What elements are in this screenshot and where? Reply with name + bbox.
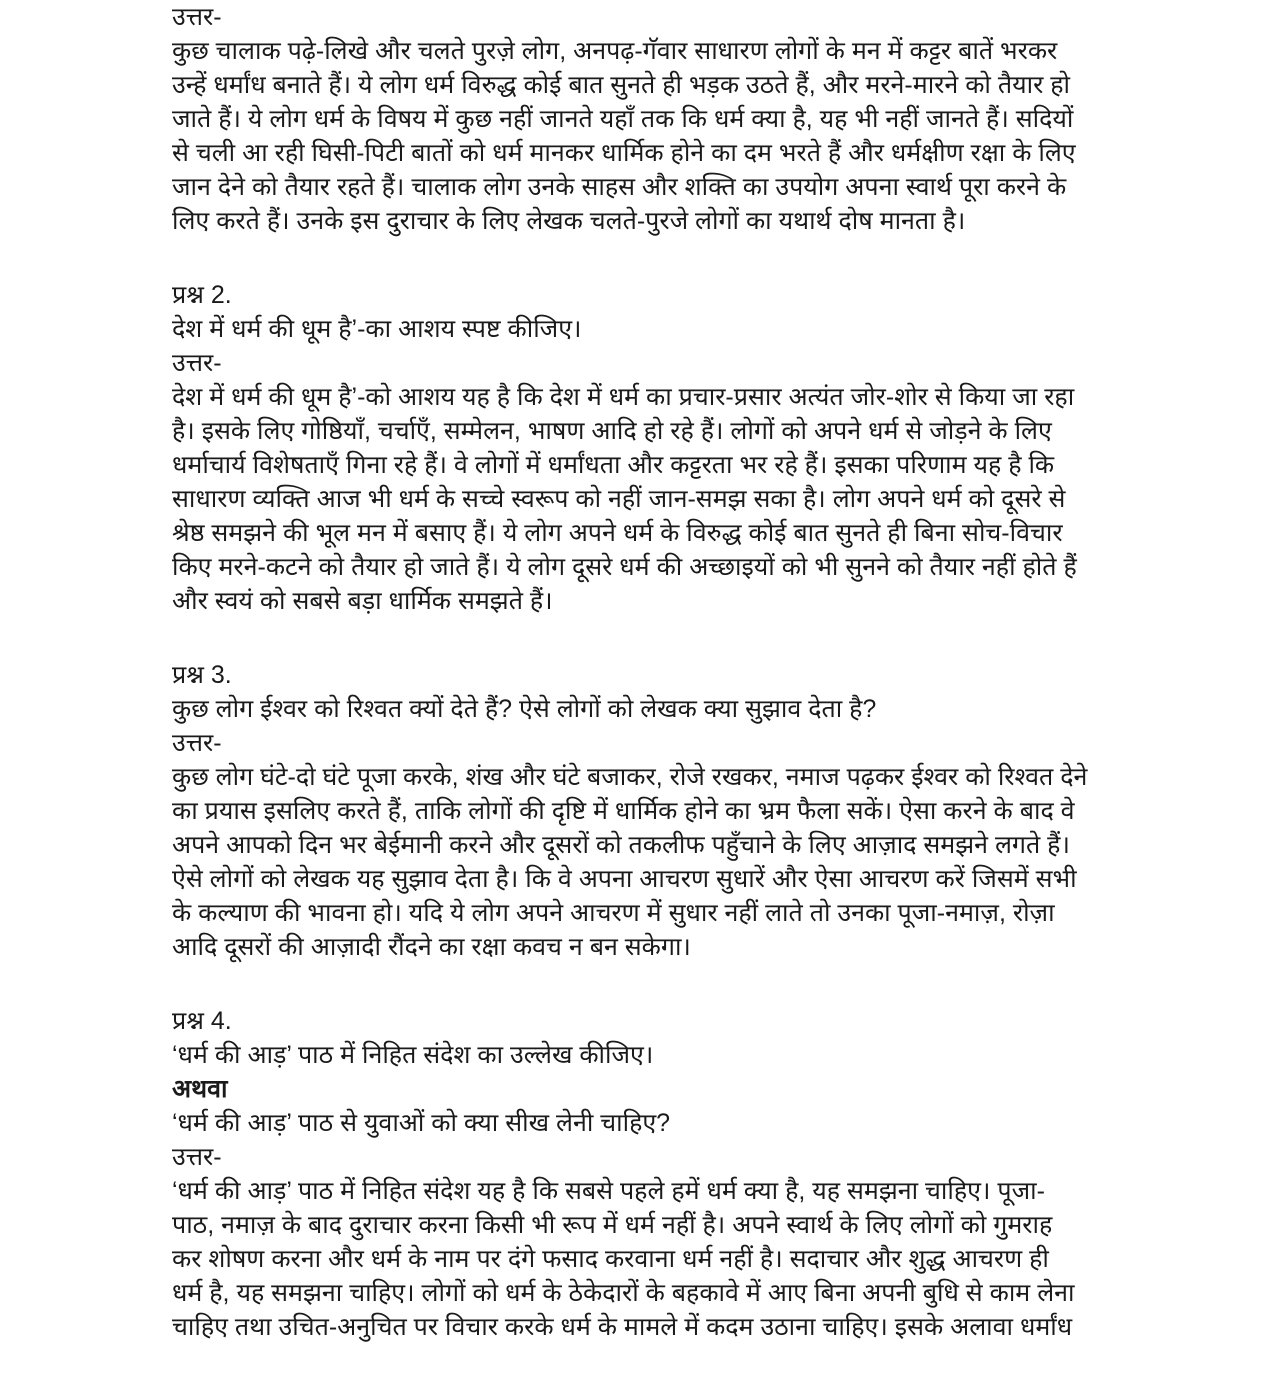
answer-text xyxy=(172,380,1172,618)
answer-1-section xyxy=(172,0,1172,238)
text-line: जान देने को तैयार रहते हैं। चालाक लोग उनके साहस और शक्ति का उपयोग अपना स्वार्थ पूरा करने के xyxy=(172,173,1067,201)
or-label: अथवा xyxy=(172,1075,228,1103)
answer-text xyxy=(172,34,1172,238)
text-line: है। इसके लिए गोष्ठियाँ, चर्चाएँ, सम्मेलन, भाषण आदि हो रहे हैं। लोगों को अपने धर्म से जोड़ने के लिए xyxy=(172,417,1052,445)
text-line: ‘धर्म की आड़’ पाठ में निहित संदेश यह है कि सबसे पहले हमें धर्म क्या है, यह समझना चाहिए। पूजा- xyxy=(172,1177,1045,1205)
alternate-question-text: ‘धर्म की आड़’ पाठ से युवाओं को क्या सीख लेनी चाहिए? xyxy=(172,1109,671,1137)
text-line: साधारण व्यक्ति आज भी धर्म के सच्चे स्वरूप को नहीं जान-समझ सका है। लोग अपने धर्म को दूसरे से xyxy=(172,485,1066,513)
question-4-section xyxy=(172,1004,1172,1344)
text-line: चाहिए तथा उचित-अनुचित पर विचार करके धर्म के मामले में कदम उठाना चाहिए। इसके अलावा धर्मांध xyxy=(172,1313,1073,1341)
answer-text xyxy=(172,760,1172,964)
text-line: कुछ चालाक पढ़े-लिखे और चलते पुरज़े लोग, अनपढ़-गॅवार साधारण लोगों के मन में कट्टर बातें भरकर xyxy=(172,37,1058,65)
document-page xyxy=(172,0,1172,1344)
text-line: लिए करते हैं। उनके इस दुराचार के लिए लेखक चलते-पुरजे लोगों का यथार्थ दोष मानता है। xyxy=(172,207,966,235)
text-line: का प्रयास इसलिए करते हैं, ताकि लोगों की दृष्टि में धार्मिक होने का भ्रम फैला सकें। ऐसा करने के बाद वे xyxy=(172,797,1075,825)
question-number: प्रश्न 2. xyxy=(172,281,232,309)
text-line: धर्माचार्य विशेषताएँ गिना रहे हैं। वे लोगों में धर्मांधता और कट्टरता भर रहे हैं। इसका परिणाम यह है कि xyxy=(172,451,1055,479)
text-line: धर्म है, यह समझना चाहिए। लोगों को धर्म के ठेकेदारों के बहकावे में आए बिना अपनी बुधि से काम लेना xyxy=(172,1279,1075,1307)
text-line: देश में धर्म की धूम है’-को आशय यह है कि देश में धर्म का प्रचार-प्रसार अत्यंत जोर-शोर से किया जा रहा xyxy=(172,383,1075,411)
text-line: उन्हें धर्मांध बनाते हैं। ये लोग धर्म विरुद्ध कोई बात सुनते ही भड़क उठते हैं, और मरने-मारने को तैयार हो xyxy=(172,71,1070,99)
text-line: ऐसे लोगों को लेखक यह सुझाव देता है। कि वे अपना आचरण सुधारें और ऐसा आचरण करें जिसमें सभी xyxy=(172,865,1077,893)
text-line: से चली आ रही घिसी-पिटी बातों को धर्म मानकर धार्मिक होने का दम भरते हैं और धर्मक्षीण रक्षा के लिए xyxy=(172,139,1076,167)
question-3-section xyxy=(172,658,1172,964)
answer-label: उत्तर- xyxy=(172,1143,222,1171)
question-text: ‘धर्म की आड़’ पाठ में निहित संदेश का उल्लेख कीजिए। xyxy=(172,1041,654,1069)
answer-label: उत्तर- xyxy=(172,729,222,757)
text-line: जाते हैं। ये लोग धर्म के विषय में कुछ नहीं जानते यहाँ तक कि धर्म क्या है, यह भी नहीं जानते हैं। सदियों xyxy=(172,105,1074,133)
text-line: अपने आपको दिन भर बेईमानी करने और दूसरों को तकलीफ पहुँचाने के लिए आज़ाद समझने लगते हैं। xyxy=(172,831,1070,859)
answer-label: उत्तर- xyxy=(172,3,222,31)
question-text: कुछ लोग ईश्वर को रिश्वत क्यों देते हैं? ऐसे लोगों को लेखक क्या सुझाव देता है? xyxy=(172,695,877,723)
text-line: कर शोषण करना और धर्म के नाम पर दंगे फसाद करवाना धर्म नहीं है। सदाचार और शुद्ध आचरण ही xyxy=(172,1245,1049,1273)
answer-text xyxy=(172,1174,1172,1344)
text-line: आदि दूसरों की आज़ादी रौंदने का रक्षा कवच न बन सकेगा। xyxy=(172,933,691,961)
question-number: प्रश्न 4. xyxy=(172,1007,232,1035)
text-line: पाठ, नमाज़ के बाद दुराचार करना किसी भी रूप में धर्म नहीं है। अपने स्वार्थ के लिए लोगों को गुमराह xyxy=(172,1211,1053,1239)
question-2-section xyxy=(172,278,1172,618)
text-line: कुछ लोग घंटे-दो घंटे पूजा करके, शंख और घंटे बजाकर, रोजे रखकर, नमाज पढ़कर ईश्वर को रिश्वत देने xyxy=(172,763,1088,791)
text-line: और स्वयं को सबसे बड़ा धार्मिक समझते हैं। xyxy=(172,587,553,615)
text-line: किए मरने-कटने को तैयार हो जाते हैं। ये लोग दूसरे धर्म की अच्छाइयों को भी सुनने को तैयार नहीं होते हैं xyxy=(172,553,1077,581)
answer-label: उत्तर- xyxy=(172,349,222,377)
question-number: प्रश्न 3. xyxy=(172,661,232,689)
text-line: के कल्याण की भावना हो। यदि ये लोग अपने आचरण में सुधार नहीं लाते तो उनका पूजा-नमाज़, रोज़ा xyxy=(172,899,1055,927)
question-text: देश में धर्म की धूम है’-का आशय स्पष्ट कीजिए। xyxy=(172,315,582,343)
text-line: श्रेष्ठ समझने की भूल मन में बसाए हैं। ये लोग अपने धर्म के विरुद्ध कोई बात सुनते ही बिना सोच-विचार xyxy=(172,519,1063,547)
